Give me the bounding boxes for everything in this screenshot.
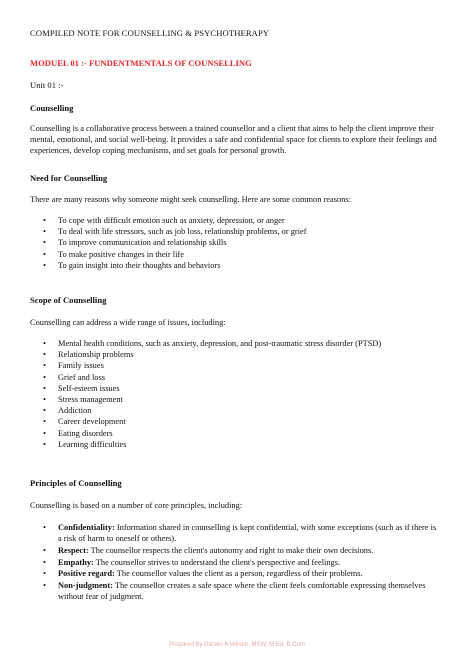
principle-term: Empathy: <box>58 557 94 567</box>
list-item <box>30 545 440 556</box>
list-item: • Relationship problems <box>30 349 381 360</box>
need-intro: There are many reasons why someone might seek counselling. Here are some common reasons: <box>30 195 351 204</box>
page-footer: Prepared By Darwin K Wilson, MSW, M.Ed, B.Com <box>169 642 305 648</box>
list-item: • Stress management <box>30 394 381 405</box>
principles-list <box>30 522 440 603</box>
list-item: • Eating disorders <box>30 428 381 439</box>
principles-heading: Principles of Counselling <box>30 478 122 488</box>
counselling-paragraph: Counselling is a collaborative process between a trained counsellor and a client that aims to help the client improve their mental, emotional, and social well-being. It provides a safe and confidential space for clients to explore their feelings and experiences, develop coping mechanisms, and set goals for personal growth. <box>30 124 437 156</box>
document-header: COMPILED NOTE FOR COUNSELLING & PSYCHOTHERAPY <box>30 28 270 38</box>
principle-term: Respect: <box>58 545 89 555</box>
scope-heading: Scope of Counselling <box>30 295 107 305</box>
counselling-heading: Counselling <box>30 103 74 113</box>
list-item: • To cope with difficult emotion such as anxiety, depression, or anger <box>30 215 307 226</box>
list-item: • To gain insight into their thoughts and behaviors <box>30 260 307 271</box>
principle-text: The counsellor respects the client's autonomy and right to make their own decisions. <box>88 545 374 555</box>
list-item: • Family issues <box>30 360 381 371</box>
list-item: • Career development <box>30 416 381 427</box>
principle-term: Positive regard: <box>58 569 115 579</box>
list-item: • To make positive changes in their life <box>30 249 307 260</box>
list-item <box>30 557 440 568</box>
module-title: MODUEL 01 :- FUNDENTMENTALS OF COUNSELLING <box>30 58 252 68</box>
principle-text: The counsellor values the client as a person, regardless of their problems. <box>114 569 363 579</box>
principles-intro: Counselling is based on a number of core principles, including: <box>30 501 243 510</box>
list-item <box>30 522 440 544</box>
principle-text: The counsellor strives to understand the client's perspective and feelings. <box>93 557 341 567</box>
principle-text: Information shared in counselling is kept confidential, with some exceptions (such as if there is a risk of harm to oneself or others). <box>58 523 437 544</box>
list-item: • Self-esteem issues <box>30 383 381 394</box>
list-item <box>30 568 440 579</box>
list-item: • Learning difficulties <box>30 439 381 450</box>
list-item: • Grief and loss <box>30 372 381 383</box>
list-item: • To deal with life stressors, such as job loss, relationship problems, or grief <box>30 226 307 237</box>
unit-label: Unit 01 :- <box>30 80 64 90</box>
list-item: • To improve communication and relationship skills <box>30 237 307 248</box>
principle-text: The counsellor creates a safe space where the client feels comfortable expressing themselves without fear of judgment. <box>58 581 426 602</box>
list-item: • Addiction <box>30 405 381 416</box>
principle-term: Confidentiality: <box>58 523 115 532</box>
need-heading: Need for Counselling <box>30 173 108 183</box>
need-list <box>30 215 307 271</box>
list-item <box>30 580 440 602</box>
scope-intro: Counselling can address a wide range of issues, including: <box>30 318 226 327</box>
list-item: • Mental health conditions, such as anxiety, depression, and post-traumatic stress disorder (PTSD) <box>30 338 381 349</box>
scope-list <box>30 338 381 450</box>
principle-term: Non-judgment: <box>58 581 113 591</box>
